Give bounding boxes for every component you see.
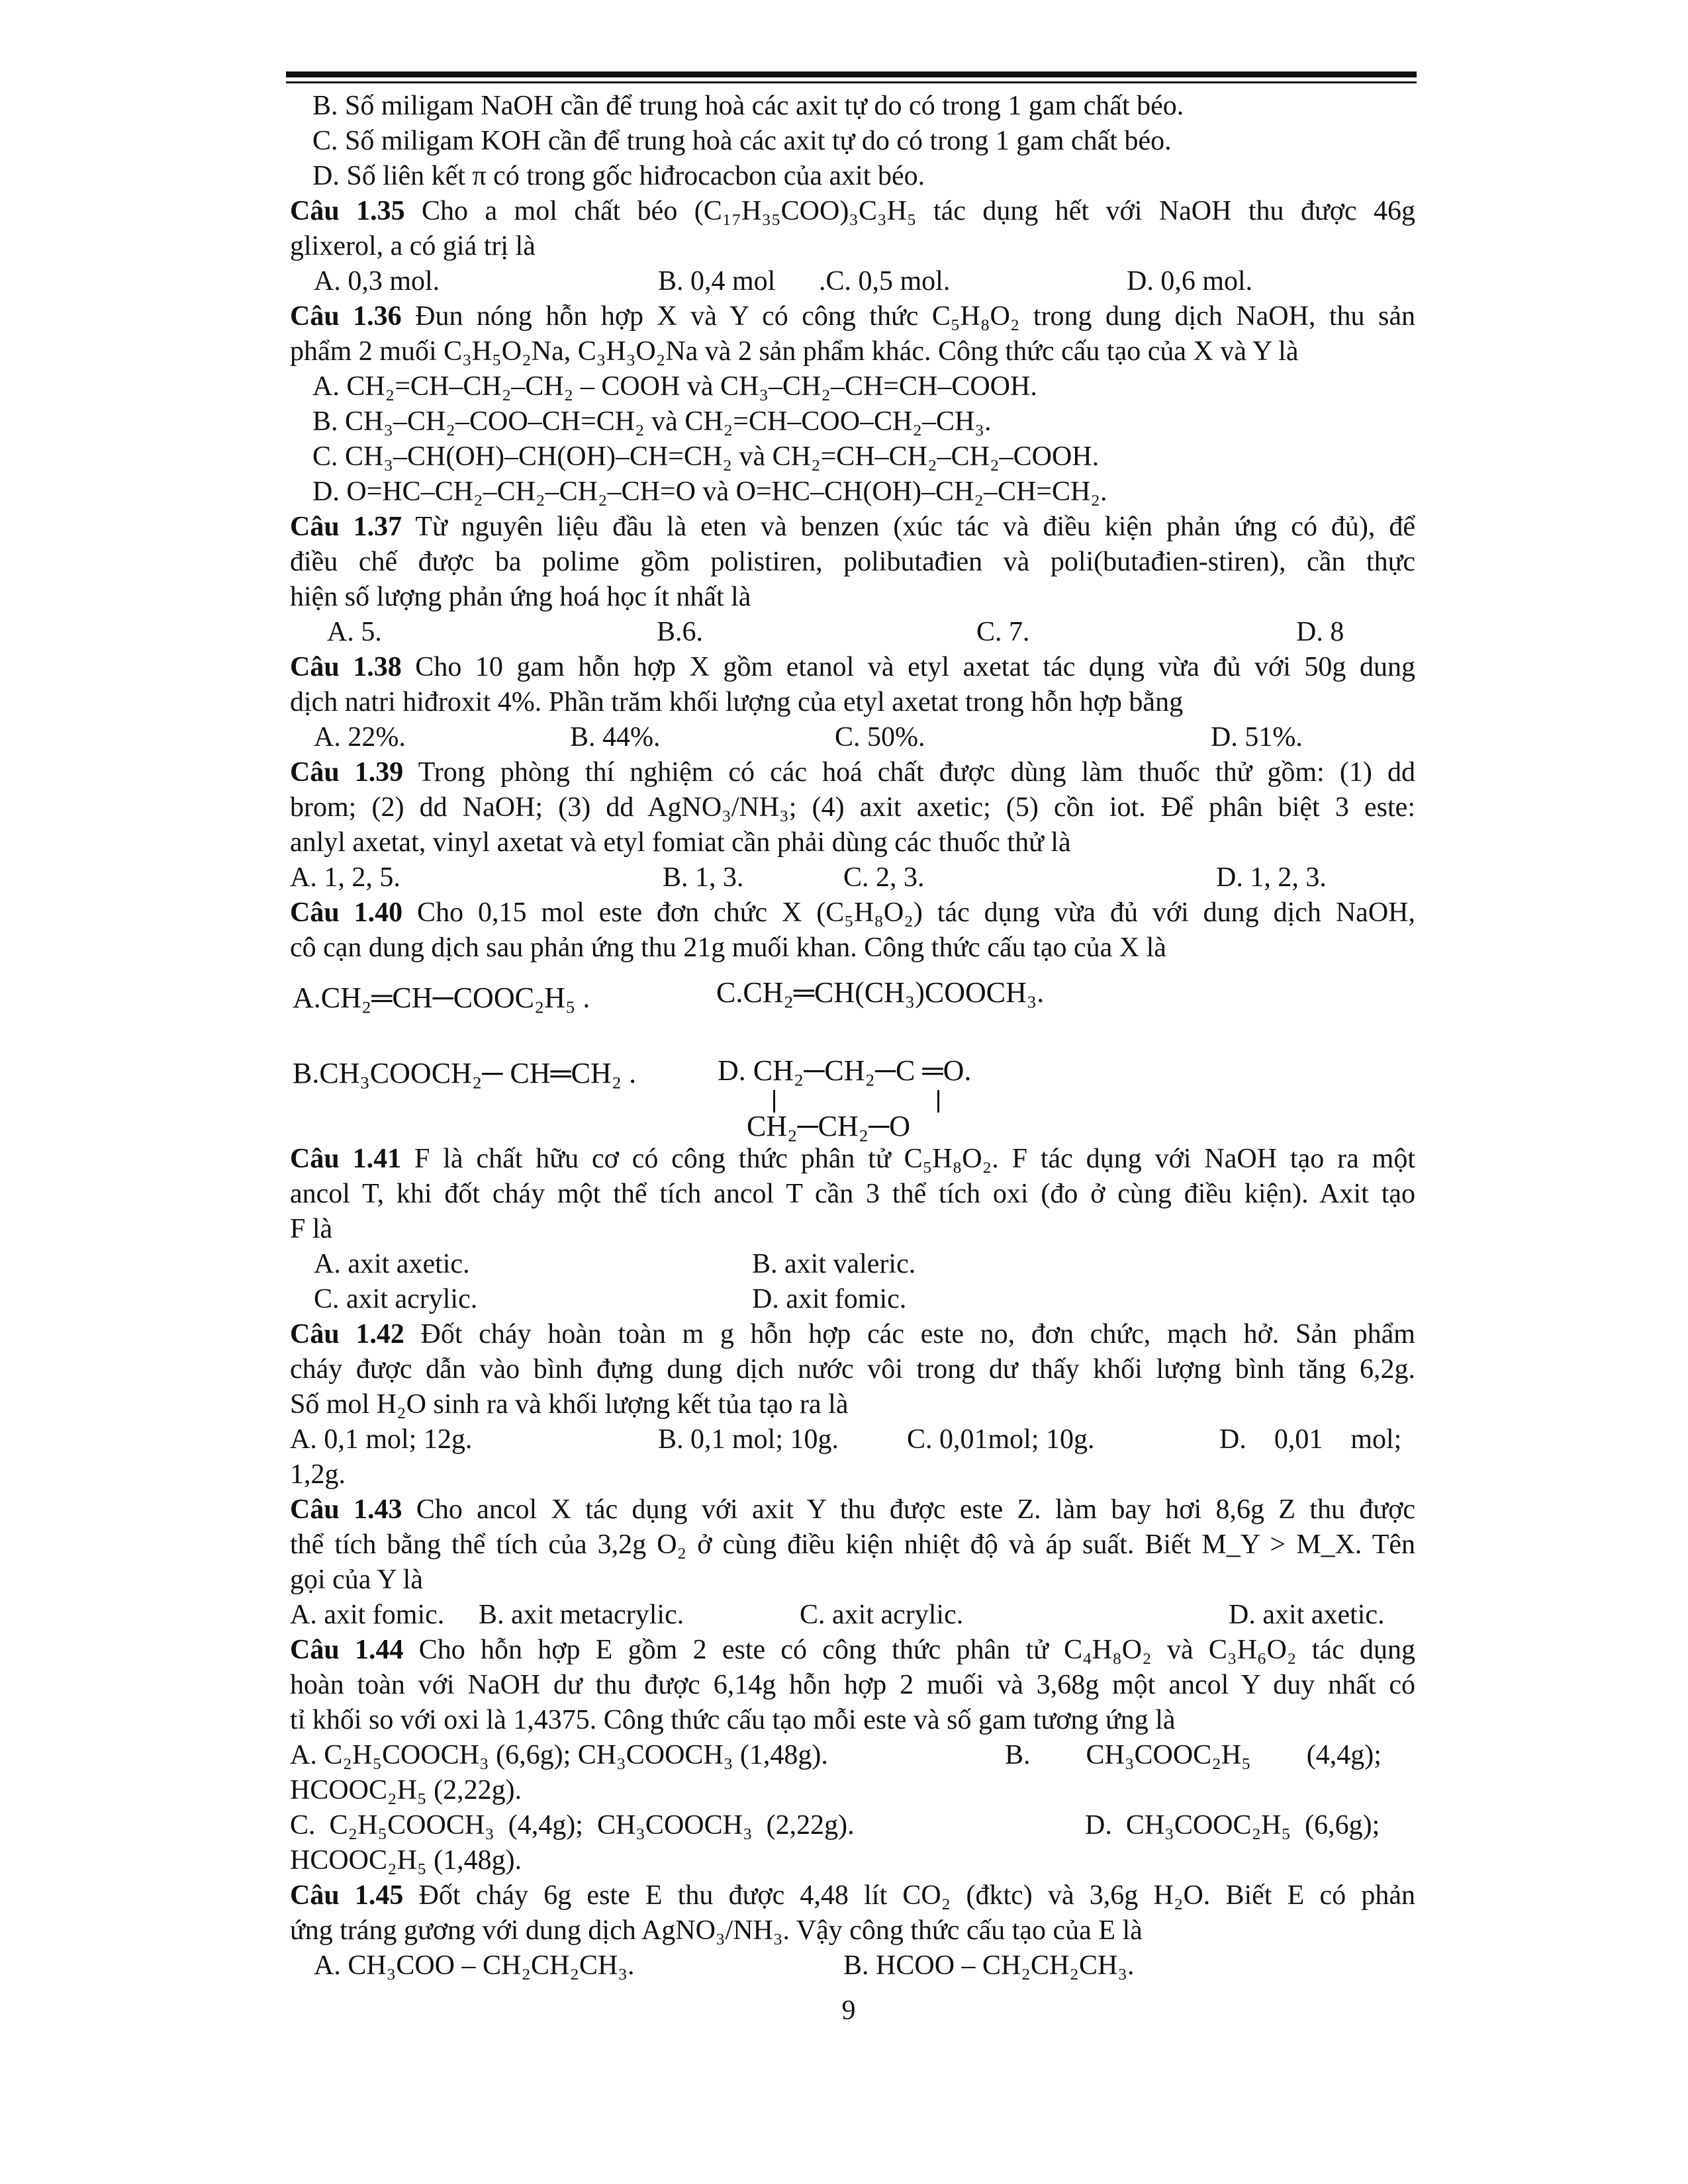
option-d: D. 0,01 mol;: [1219, 1424, 1402, 1455]
option-a: A. 0,1 mol; 12g.: [290, 1424, 473, 1455]
option-b: B. CH₃–CH₂–COO–CH=CH₂ và CH₂=CH–COO–CH₂–CH₃.: [312, 406, 992, 437]
option-c: .C. 0,5 mol.: [819, 266, 951, 296]
question-1-40: [290, 895, 1415, 931]
option-b: B. 44%.: [570, 722, 661, 752]
options-1-42: [290, 1422, 1415, 1457]
question-1-45: [290, 1878, 1415, 1913]
question-label: Câu 1.35: [290, 196, 405, 226]
question-label: Câu 1.36: [290, 301, 402, 332]
question-text-cont: điều chế được ba polime gồm polistiren, polibutađien và poli(butađien-stiren), cần thực: [290, 547, 1415, 577]
question-1-35: [290, 194, 1415, 229]
option-c: C. 7.: [976, 617, 1030, 647]
options-1-39: [290, 860, 1415, 895]
question-text-cont: F là: [290, 1214, 333, 1244]
question-text: Đun nóng hỗn hợp X và Y có công thức C₅H₈O₂ trong dung dịch NaOH, thu sản: [401, 301, 1415, 332]
question-text-cont: gọi của Y là: [290, 1565, 423, 1595]
question-text-cont: ứng tráng gương với dung dịch AgNO₃/NH₃. Vậy công thức cấu tạo của E là: [290, 1915, 1143, 1946]
option-d-formula-bottom: CH₂─CH₂─O: [747, 1110, 911, 1142]
header-rule-thin: [286, 81, 1417, 83]
option-d: D. O=HC–CH₂–CH₂–CH₂–CH=O và O=HC–CH(OH)–CH₂–CH=CH₂.: [312, 477, 1107, 507]
option-c: C. axit acrylic.: [314, 1284, 478, 1314]
question-text-cont: tỉ khối so với oxi là 1,4375. Công thức cấu tạo mỗi este và số gam tương ứng là: [290, 1705, 1176, 1735]
option-d: D. axit fomic.: [752, 1284, 907, 1314]
structure-options-1-40: [290, 966, 1415, 1142]
page-number: 9: [841, 1995, 856, 2026]
option-a: A. axit fomic.: [290, 1600, 445, 1630]
question-label: Câu 1.38: [290, 652, 402, 682]
carryover-option-c: C. Số miligam KOH cần để trung hoà các axit tự do có trong 1 gam chất béo.: [312, 126, 1172, 156]
options-1-35: [290, 264, 1415, 299]
question-text: Đốt cháy hoàn toàn m g hỗn hợp các este no, đơn chức, mạch hở. Sản phẩm: [404, 1319, 1415, 1349]
question-1-37: [290, 510, 1415, 545]
ring-bond-right: [937, 1090, 939, 1113]
options-1-41-row2: [290, 1282, 1415, 1317]
question-text: F là chất hữu cơ có công thức phân tử C₅H₈O₂. F tác dụng với NaOH tạo ra một: [401, 1144, 1415, 1174]
question-1-41: [290, 1142, 1415, 1177]
question-text-cont: cô cạn dung dịch sau phản ứng thu 21g muối khan. Công thức cấu tạo của X là: [290, 933, 1166, 963]
option-d: D. 0,6 mol.: [1127, 266, 1253, 296]
question-1-44: [290, 1633, 1415, 1668]
options-1-37: [290, 615, 1415, 650]
options-1-44-row2: [290, 1808, 1415, 1843]
question-1-38: [290, 650, 1415, 685]
option-c: C. CH₃–CH(OH)–CH(OH)–CH=CH₂ và CH₂=CH–CH₂–CH₂–COOH.: [312, 441, 1100, 472]
question-text-cont: brom; (2) dd NaOH; (3) dd AgNO₃/NH₃; (4) axit axetic; (5) cồn iot. Để phân biệt 3 este:: [290, 792, 1415, 823]
page-content: [290, 89, 1415, 1983]
question-1-36: [290, 299, 1415, 334]
question-1-42: [290, 1317, 1415, 1352]
question-text-cont: glixerol, a có giá trị là: [290, 231, 536, 261]
options-1-41-row1: [290, 1247, 1415, 1282]
question-text: Từ nguyên liệu đầu là eten và benzen (xúc tác và điều kiện phản ứng có đủ), để: [402, 512, 1415, 542]
option-b-formula: B.CH₃COOCH₂─ CH═CH₂ .: [293, 1057, 637, 1089]
option-d-cont: HCOOC₂H₅ (1,48g).: [290, 1845, 522, 1876]
option-c-formula: C.CH₂═CH(CH₃)COOCH₃.: [716, 976, 1045, 1009]
question-text-cont: hiện số lượng phản ứng hoá học ít nhất là: [290, 582, 751, 612]
question-label: Câu 1.41: [290, 1144, 402, 1174]
question-text-cont: hoàn toàn với NaOH dư thu được 6,14g hỗn hợp 2 muối và 3,68g một ancol Y duy nhất có: [290, 1670, 1415, 1700]
option-b: B. HCOO – CH₂CH₂CH₃.: [843, 1950, 1135, 1981]
question-1-43: [290, 1492, 1415, 1527]
option-d: D. 8: [1296, 617, 1344, 647]
question-label: Câu 1.42: [290, 1319, 404, 1349]
question-label: Câu 1.44: [290, 1635, 404, 1665]
option-d-cont: 1,2g.: [290, 1459, 346, 1490]
option-d: D. 1, 2, 3.: [1216, 862, 1327, 893]
option-a: A. axit axetic.: [314, 1249, 470, 1279]
option-a: A. 5.: [327, 617, 382, 647]
option-a: A. 0,3 mol.: [314, 266, 440, 296]
option-c: C. 2, 3.: [843, 862, 925, 893]
question-text-cont: ancol T, khi đốt cháy một thể tích ancol T cần 3 thể tích oxi (đo ở cùng điều kiện). Axit tạo: [290, 1179, 1415, 1209]
option-b-cont: HCOOC₂H₅ (2,22g).: [290, 1775, 522, 1805]
question-text: Cho hỗn hợp E gồm 2 este có công thức phân tử C₄H₈O₂ và C₃H₆O₂ tác dụng: [403, 1635, 1415, 1665]
question-text: Cho 0,15 mol este đơn chức X (C₅H₈O₂) tác dụng vừa đủ với dung dịch NaOH,: [402, 897, 1415, 928]
options-1-38: [290, 720, 1415, 755]
option-b: B. 0,4 mol: [658, 266, 776, 296]
question-text: Trong phòng thí nghiệm có các hoá chất được dùng làm thuốc thử gồm: (1) dd: [403, 757, 1415, 788]
option-d: D. CH₃COOC₂H₅ (6,6g);: [1085, 1810, 1380, 1841]
option-c: C. 50%.: [835, 722, 925, 752]
option-a: A. CH₃COO – CH₂CH₂CH₃.: [314, 1950, 635, 1981]
question-label: Câu 1.39: [290, 757, 404, 788]
option-a: A. 1, 2, 5.: [290, 862, 400, 893]
question-label: Câu 1.43: [290, 1494, 402, 1525]
option-d: D. axit axetic.: [1229, 1600, 1385, 1630]
carryover-option-b: B. Số miligam NaOH cần để trung hoà các axit tự do có trong 1 gam chất béo.: [312, 91, 1184, 121]
option-c: C. C₂H₅COOCH₃ (4,4g); CH₃COOCH₃ (2,22g).: [290, 1810, 855, 1841]
question-text-cont: cháy được dẫn vào bình đựng dung dịch nước vôi trong dư thấy khối lượng bình tăng 6,2g.: [290, 1354, 1415, 1385]
option-b: B.6.: [657, 617, 704, 647]
option-b: B. CH₃COOC₂H₅ (4,4g);: [1005, 1740, 1382, 1770]
option-a: A. 22%.: [314, 722, 406, 752]
option-b: B. 0,1 mol; 10g.: [658, 1424, 839, 1455]
option-b: B. 1, 3.: [663, 862, 744, 893]
option-a-formula: A.CH₂═CH─COOC₂H₅ .: [293, 981, 590, 1014]
options-1-43: [290, 1598, 1415, 1633]
option-a: A. C₂H₅COOCH₃ (6,6g); CH₃COOCH₃ (1,48g).: [290, 1740, 828, 1770]
carryover-option-d: D. Số liên kết π có trong gốc hiđrocacbon của axit béo.: [312, 161, 925, 191]
question-1-39: [290, 755, 1415, 790]
question-text: Đốt cháy 6g este E thu được 4,48 lít CO₂ (đktc) và 3,6g H₂O. Biết E có phản: [403, 1880, 1415, 1911]
question-label: Câu 1.37: [290, 512, 402, 542]
question-text: Cho ancol X tác dụng với axit Y thu được este Z. làm bay hơi 8,6g Z thu được: [402, 1494, 1415, 1525]
option-d-formula-top: D. CH₂─CH₂─C ═O.: [718, 1054, 972, 1087]
question-text-cont: dịch natri hiđroxit 4%. Phần trăm khối lượng của etyl axetat trong hỗn hợp bằng: [290, 687, 1184, 717]
option-c: C. axit acrylic.: [800, 1600, 964, 1630]
question-text-cont: anlyl axetat, vinyl axetat và etyl fomiat cần phải dùng các thuốc thử là: [290, 827, 1071, 858]
header-rule-thick: [286, 71, 1417, 77]
option-b: B. axit valeric.: [752, 1249, 916, 1279]
question-text-cont: Số mol H₂O sinh ra và khối lượng kết tủa tạo ra là: [290, 1389, 849, 1420]
question-label: Câu 1.40: [290, 897, 403, 928]
question-text: Cho a mol chất béo (C₁₇H₃₅COO)₃C₃H₅ tác dụng hết với NaOH thu được 46g: [404, 196, 1415, 226]
question-text: Cho 10 gam hỗn hợp X gồm etanol và etyl axetat tác dụng vừa đủ với 50g dung: [401, 652, 1415, 682]
option-a: A. CH₂=CH–CH₂–CH₂ – COOH và CH₃–CH₂–CH=CH–COOH.: [312, 371, 1037, 402]
option-c: C. 0,01mol; 10g.: [907, 1424, 1095, 1455]
options-1-44-row1: [290, 1738, 1415, 1773]
options-1-45: [290, 1948, 1415, 1983]
option-b: B. axit metacrylic.: [479, 1600, 684, 1630]
question-text-cont: phẩm 2 muối C₃H₅O₂Na, C₃H₃O₂Na và 2 sản phẩm khác. Công thức cấu tạo của X và Y là: [290, 336, 1299, 367]
question-label: Câu 1.45: [290, 1880, 404, 1911]
question-text-cont: thể tích bằng thể tích của 3,2g O₂ ở cùng điều kiện nhiệt độ và áp suất. Biết M_Y > M_X. Tên: [290, 1529, 1415, 1560]
option-d: D. 51%.: [1211, 722, 1303, 752]
